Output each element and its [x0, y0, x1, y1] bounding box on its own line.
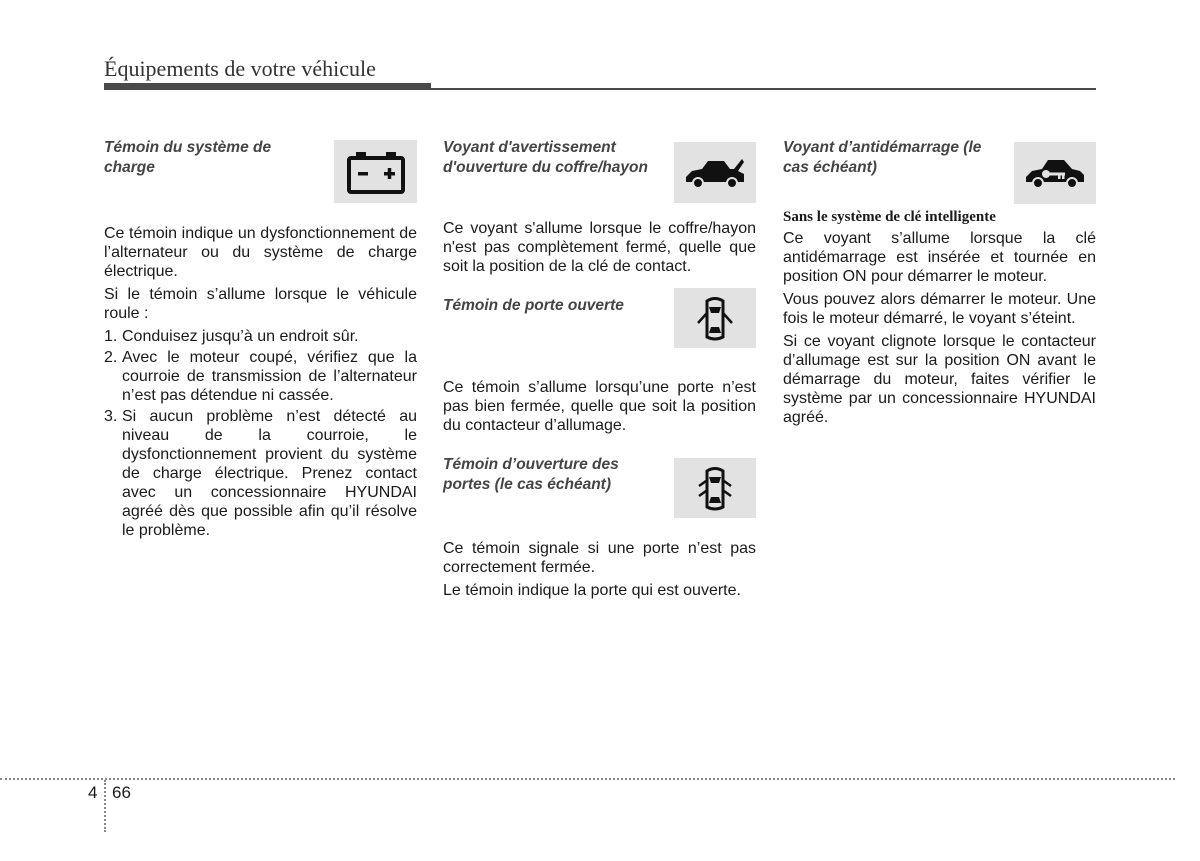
paragraph: Ce voyant s’allume lorsque la clé antidémarrage est insérée et tournée en position ON pour démarrer le moteur. — [783, 230, 1096, 285]
column-charge-system — [104, 138, 417, 542]
list-item: 1. Conduisez jusqu’à un endroit sûr. — [104, 328, 359, 345]
paragraph: Ce témoin s’allume lorsqu’une porte n’est pas bien fermée, quelle que soit la position du contacteur d’allumage. — [443, 379, 756, 434]
section-door-warning — [443, 296, 756, 435]
subheading: Sans le système de clé intelligente — [783, 209, 996, 225]
paragraph: Vous pouvez alors démarrer le moteur. Une fois le moteur démarré, le voyant s’éteint. — [783, 291, 1096, 327]
paragraph: Si le témoin s’allume lorsque le véhicule roule : — [104, 286, 417, 322]
list-item: 2. Avec le moteur coupé, vérifiez que la courroie de transmission de l’alternateur n’est pas détendue ni cassée. — [104, 349, 417, 404]
column-immobilizer — [783, 138, 1096, 431]
section-title: Témoin du système de charge — [104, 139, 272, 176]
section-charge-warning — [104, 138, 417, 540]
page-number: 66 — [112, 783, 131, 802]
paragraph: Ce voyant s'allume lorsque le coffre/hayon n'est pas complètement fermé, quelle que soit la position de la clé de contact. — [443, 220, 756, 275]
section-doors-open — [443, 455, 756, 600]
list-item: 3. Si aucun problème n’est détecté au niveau de la courroie, le dysfonctionnement provient du système de charge électrique. Prenez contact avec un concessionnaire HYUNDAI agréé dès que possible afin qu’il résolve le problème. — [104, 408, 417, 539]
header-rule-thick — [104, 83, 431, 90]
section-title: Voyant d'avertissement d'ouverture du coffre/hayon — [443, 139, 648, 176]
doors-open-icon — [674, 458, 756, 518]
paragraph: Si ce voyant clignote lorsque le contacteur d’allumage est sur la position ON avant le démarrage du moteur, faites vérifier le système par un concessionnaire HYUNDAI agréé. — [783, 333, 1096, 426]
battery-icon — [334, 140, 417, 203]
door-open-icon — [674, 288, 756, 348]
section-title: Voyant d’antidémarrage (le cas échéant) — [783, 139, 982, 176]
trunk-open-icon — [674, 142, 756, 203]
section-trunk-warning — [443, 138, 756, 276]
immobilizer-icon — [1014, 142, 1096, 204]
column-door-trunk — [443, 138, 756, 604]
footer-rule — [0, 778, 1175, 780]
paragraph: Ce témoin signale si une porte n’est pas correctement fermée. — [443, 540, 756, 576]
header-rule-thin — [431, 88, 1096, 90]
section-title: Témoin de porte ouverte — [443, 297, 624, 314]
chapter-number: 4 — [88, 783, 98, 802]
page-header-title: Équipements de votre véhicule — [104, 56, 376, 81]
footer-divider — [104, 780, 106, 832]
steps-list — [104, 327, 417, 540]
paragraph: Ce témoin indique un dysfonctionnement de l’alternateur ou du système de charge électrique. — [104, 225, 417, 280]
paragraph: Le témoin indique la porte qui est ouverte. — [443, 582, 741, 599]
section-immobilizer — [783, 138, 1096, 427]
section-title: Témoin d’ouverture des portes (le cas échéant) — [443, 456, 619, 493]
